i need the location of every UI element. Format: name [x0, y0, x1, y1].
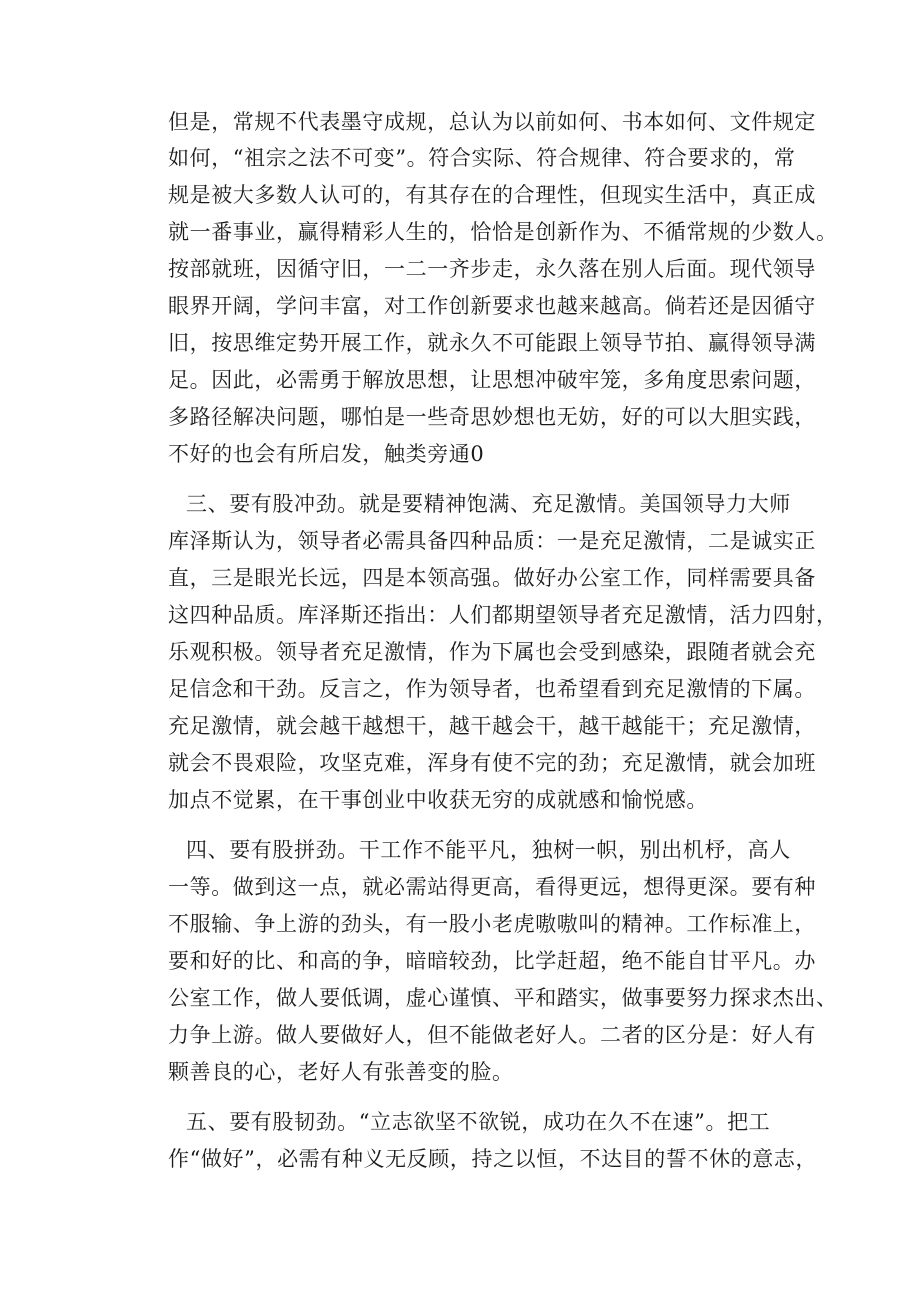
- text-line: 直，三是眼光长远，四是本领高强。做好办公室工作，同样需要具备: [168, 566, 816, 590]
- text-line: 就会不畏艰险，攻坚克难，浑身有使不完的劲；充足激情，就会加班: [168, 751, 816, 775]
- text-line: 眼界开阔，学问丰富，对工作创新要求也越来越高。倘若还是因循守: [168, 294, 816, 318]
- text-line: 旧，按思维定势开展工作，就永久不可能跟上领导节拍、赢得领导满: [168, 331, 816, 355]
- text-line: 不好的也会有所启发，触类旁通0: [168, 442, 485, 466]
- text-line: 按部就班，因循守旧，一二一齐步走，永久落在别人后面。现代领导: [168, 257, 816, 281]
- text-line: 这四种品质。库泽斯还指出：人们都期望领导者充足激情，活力四射，: [168, 603, 838, 627]
- text-line: 如何，“祖宗之法不可变”。符合实际、符合规律、符合要求的，常: [168, 146, 796, 170]
- text-line: 就一番事业，赢得精彩人生的，恰恰是创新作为、不循常规的少数人。: [168, 220, 838, 244]
- section-heading-line: 三、要有股冲劲。就是要精神饱满、充足激情。美国领导力大师: [186, 492, 791, 516]
- section-heading-line: 五、要有股韧劲。“立志欲坚不欲锐，成功在久不在速”。把工: [186, 1110, 771, 1134]
- section-heading-line: 四、要有股拼劲。干工作不能平凡，独树一帜，别出机杼，高人: [186, 838, 791, 862]
- text-line: 足。因此，必需勇于解放思想，让思想冲破牢笼，多角度思索问题，: [168, 368, 816, 392]
- text-line: 一等。做到这一点，就必需站得更高，看得更远，想得更深。要有种: [168, 875, 816, 899]
- text-line: 公室工作，做人要低调，虚心谨慎、平和踏实，做事要努力探求杰出、: [168, 986, 838, 1010]
- text-line: 乐观积极。领导者充足激情，作为下属也会受到感染，跟随者就会充: [168, 640, 816, 664]
- text-line: 不服输、争上游的劲头，有一股小老虎嗷嗷叫的精神。工作标准上，: [168, 912, 816, 936]
- text-line: 作“做好”，必需有种义无反顾，持之以恒，不达目的誓不休的意志，: [168, 1147, 818, 1171]
- text-line: 多路径解决问题，哪怕是一些奇思妙想也无妨，好的可以大胆实践，: [168, 405, 816, 429]
- text-line: 加点不觉累，在干事创业中收获无穷的成就感和愉悦感。: [168, 788, 708, 812]
- text-line: 但是，常规不代表墨守成规，总认为以前如何、书本如何、文件规定: [168, 110, 816, 134]
- text-line: 规是被大多数人认可的，有其存在的合理性，但现实生活中，真正成: [168, 183, 816, 207]
- text-line: 要和好的比、和高的争，暗暗较劲，比学赶超，绝不能自甘平凡。办: [168, 949, 816, 973]
- text-line: 充足激情，就会越干越想干，越干越会干，越干越能干；充足激情，: [168, 714, 816, 738]
- text-line: 颗善良的心，老好人有张善变的脸。: [168, 1060, 514, 1084]
- text-line: 力争上游。做人要做好人，但不能做老好人。二者的区分是：好人有: [168, 1023, 816, 1047]
- text-line: 库泽斯认为，领导者必需具备四种品质：一是充足激情，二是诚实正: [168, 529, 816, 553]
- text-line: 足信念和干劲。反言之，作为领导者，也希望看到充足激情的下属。: [168, 677, 816, 701]
